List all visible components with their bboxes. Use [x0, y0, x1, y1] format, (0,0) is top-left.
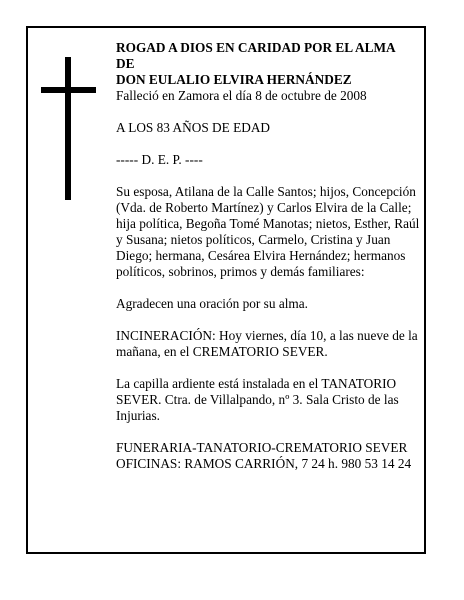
family-list: Su esposa, Atilana de la Calle Santos; hijos, Concepción (Vda. de Roberto Martínez) y Carlos Elvira de la Calle; hija política, Begoña Tomé Manotas; nietos, Esther, Raúl y Susana; nietos políticos, Carmelo, Cristina y Juan Diego; hermana, Cesárea Elvira Hernández; hermanos políticos, sobrinos, primos y demás familiares: — [116, 184, 420, 279]
cross-icon-bar — [41, 87, 96, 93]
heading-line-2: DE — [116, 56, 135, 71]
funeral-home-line-1: FUNERARIA-TANATORIO-CREMATORIO SEVER — [116, 440, 408, 455]
obituary-text — [116, 40, 422, 472]
age: A LOS 83 AÑOS DE EDAD — [116, 120, 271, 135]
obituary-card — [26, 26, 426, 554]
chapel-info: La capilla ardiente está instalada en el TANATORIO SEVER. Ctra. de Villalpando, nº 3. Sala Cristo de las Injurias. — [116, 376, 399, 423]
heading-line-1: ROGAD A DIOS EN CARIDAD POR EL ALMA — [116, 40, 396, 55]
deceased-name: DON EULALIO ELVIRA HERNÁNDEZ — [116, 72, 352, 87]
death-info: Falleció en Zamora el día 8 de octubre de 2008 — [116, 88, 367, 103]
thanks: Agradecen una oración por su alma. — [116, 296, 308, 311]
funeral-home-line-2: OFICINAS: RAMOS CARRIÓN, 7 24 h. 980 53 14 24 — [116, 456, 412, 471]
rip: ----- D. E. P. ---- — [116, 152, 203, 167]
cremation-info: INCINERACIÓN: Hoy viernes, día 10, a las nueve de la mañana, en el CREMATORIO SEVER. — [116, 328, 418, 359]
cross-icon — [65, 57, 71, 200]
